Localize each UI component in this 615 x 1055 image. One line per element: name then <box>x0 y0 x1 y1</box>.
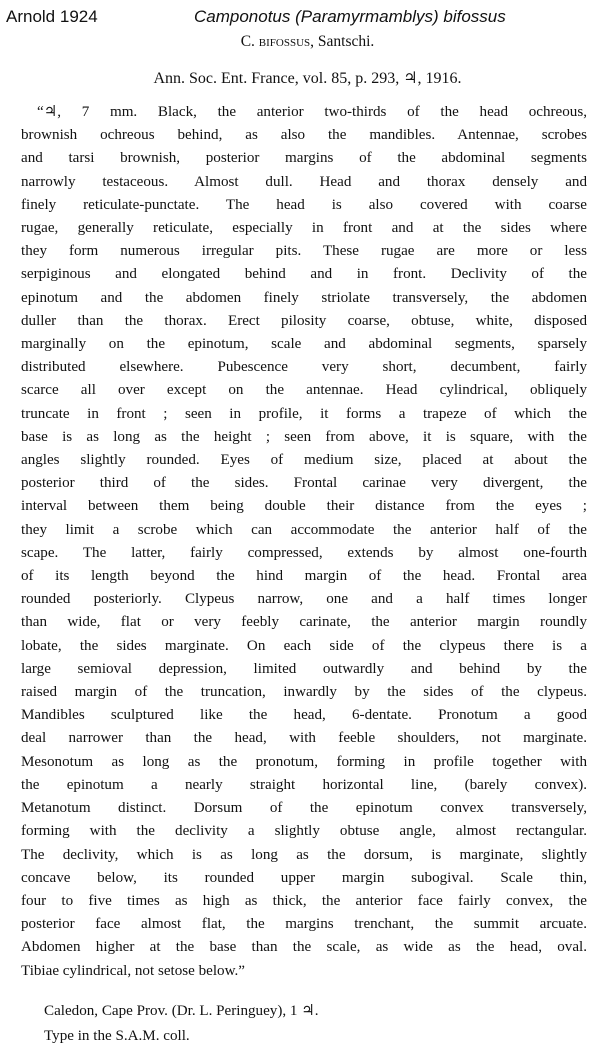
description-line: epinotum and the abdomen finely striolate transversely, the abdomen <box>21 289 587 306</box>
description-line: lobate, the sides marginate. On each side of the clypeus there is a <box>21 637 587 654</box>
description-line: deal narrower than the head, with feeble shoulders, not marginate. <box>21 730 587 747</box>
description-line: “♃, 7 mm. Black, the anterior two-thirds of the head ochreous, <box>37 104 587 120</box>
description-line: brownish ochreous behind, as also the mandibles. Antennae, scrobes <box>21 127 587 144</box>
description-line: The declivity, which is as long as the dorsum, is marginate, slightly <box>21 846 587 863</box>
description-line: scarce all over except on the antennae. Head cylindrical, obliquely <box>21 382 587 399</box>
description-paragraph <box>21 101 587 983</box>
description-line: raised margin of the truncation, inwardly by the sides of the clypeus. <box>21 684 587 701</box>
description-line: of its length beyond the hind margin of the head. Frontal area <box>21 568 587 585</box>
description-line: scape. The latter, fairly compressed, extends by almost one-fourth <box>21 544 587 561</box>
description-line: base is as long as the height ; seen from above, it is square, with the <box>21 428 587 445</box>
description-line: serpiginous and elongated behind and in front. Declivity of the <box>21 266 587 283</box>
description-line: angles slightly rounded. Eyes of medium size, placed at about the <box>21 452 587 469</box>
page-header <box>6 7 609 31</box>
description-line: Mandibles sculptured like the head, 6-dentate. Pronotum a good <box>21 707 587 724</box>
species-line <box>0 33 615 51</box>
description-line: large semioval depression, limited outwardly and behind by the <box>21 660 587 677</box>
description-line: rounded posteriorly. Clypeus narrow, one and a half times longer <box>21 591 587 608</box>
description-line: rugae, generally reticulate, especially in front and at the sides where <box>21 220 587 237</box>
description-line: Mesonotum as long as the pronotum, forming in profile together with <box>21 753 587 770</box>
footer <box>44 999 319 1049</box>
description-line: narrowly testaceous. Almost dull. Head and thorax densely and <box>21 173 587 190</box>
description-line: Metanotum distinct. Dorsum of the epinotum convex transversely, <box>21 800 587 817</box>
description-line: finely reticulate-punctate. The head is also covered with coarse <box>21 196 587 213</box>
description-line: and tarsi brownish, posterior margins of the abdominal segments <box>21 150 587 167</box>
description-line: concave below, its rounded upper margin subogival. Scale thin, <box>21 869 587 886</box>
species-name: C. bifossus <box>240 33 311 50</box>
description-line: Tibiae cylindrical, not setose below.” <box>21 962 245 979</box>
description-line: they form numerous irregular pits. These rugae are more or less <box>21 243 587 260</box>
description-line: truncate in front ; seen in profile, it forms a trapeze of which the <box>21 405 587 422</box>
description-line: marginally on the epinotum, scale and abdominal segments, sparsely <box>21 336 587 353</box>
description-line: forming with the declivity a slightly obtuse angle, almost rectangular. <box>21 823 587 840</box>
description-line: distributed elsewhere. Pubescence very short, decumbent, fairly <box>21 359 587 376</box>
description-line: Abdomen higher at the base than the scale, as wide as the head, oval. <box>21 939 587 956</box>
description-line: than wide, flat or very feebly carinate, the anterior margin roundly <box>21 614 587 631</box>
taxon-name: Camponotus (Paramyrmamblys) bifossus <box>194 7 506 26</box>
description-line: four to five times as high as thick, the anterior face fairly convex, the <box>21 892 587 909</box>
citation: Ann. Soc. Ent. France, vol. 85, p. 293, ♃, 1916. <box>153 70 462 87</box>
description-line: posterior third of the sides. Frontal carinae very divergent, the <box>21 475 587 492</box>
description-line: posterior face almost flat, the margins trenchant, the summit arcuate. <box>21 916 587 933</box>
description-line: interval between them being double their distance from the eyes ; <box>21 498 587 515</box>
description-line: duller than the thorax. Erect pilosity coarse, obtuse, white, disposed <box>21 312 587 329</box>
description-line: the epinotum a nearly straight horizontal line, (barely convex). <box>21 776 587 793</box>
type-note: Type in the S.A.M. coll. <box>44 1028 190 1044</box>
description-line: they limit a scrobe which can accommodate the anterior half of the <box>21 521 587 538</box>
locality-line: Caledon, Cape Prov. (Dr. L. Peringuey), 1 ♃. <box>44 1003 319 1019</box>
species-author: , Santschi. <box>310 33 375 50</box>
author-year: Arnold 1924 <box>6 7 98 26</box>
